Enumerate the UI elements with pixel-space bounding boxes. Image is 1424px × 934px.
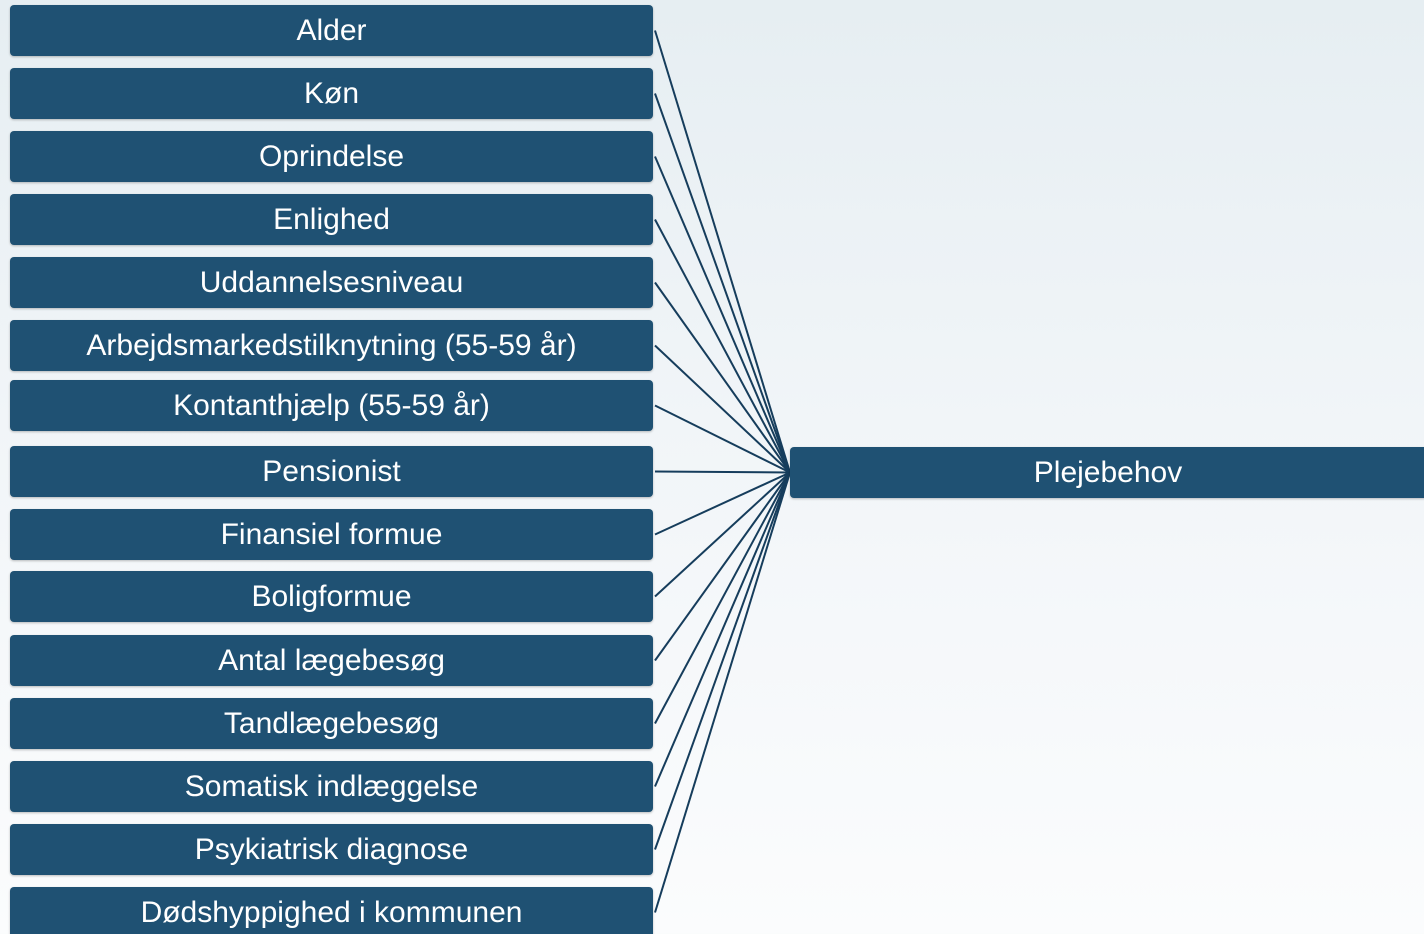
connector-line [655,473,790,535]
factor-label: Oprindelse [258,139,405,173]
factor-box-somatisk-indlaeggelse [10,761,653,812]
connector-line [655,473,790,913]
connector-line [655,220,790,473]
factor-box-doedshyppighed [10,887,653,934]
factor-box-alder [10,5,653,56]
factor-box-koen [10,68,653,119]
factor-box-kontanthjaelp [10,380,653,431]
factor-label: Køn [303,76,360,110]
connector-line [655,473,790,724]
factor-label: Somatisk indlæggelse [184,769,479,803]
factor-label: Finansiel formue [220,517,443,551]
factor-box-pensionist [10,446,653,497]
factor-box-boligformue [10,571,653,622]
factor-label: Boligformue [251,579,412,613]
factor-label: Psykiatrisk diagnose [194,832,469,866]
factor-box-uddannelsesniveau [10,257,653,308]
factor-label: Arbejdsmarkedstilknytning (55-59 år) [86,328,577,362]
connector-line [655,473,790,787]
factor-box-oprindelse [10,131,653,182]
connector-line [655,157,790,473]
factor-label: Antal lægebesøg [218,643,445,677]
factor-box-enlighed [10,194,653,245]
factor-label: Tandlægebesøg [223,706,440,740]
connector-line [655,283,790,473]
factor-label: Alder [296,13,367,47]
target-box-plejebehov [790,447,1424,498]
connector-line [655,473,790,597]
factor-box-arbejdsmarkedstilknytning [10,320,653,371]
factor-label: Pensionist [262,454,401,488]
factor-box-tandlaegebesoeg [10,698,653,749]
factor-box-finansiel-formue [10,509,653,560]
factor-label: Uddannelsesniveau [199,265,464,299]
factor-label: Dødshyppighed i kommunen [140,895,523,929]
target-label: Plejebehov [1033,455,1183,489]
factor-box-antal-laegebesoeg [10,635,653,686]
factor-box-psykiatrisk-diagnose [10,824,653,875]
connector-line [655,472,790,473]
connector-line [655,473,790,661]
factor-label: Kontanthjælp (55-59 år) [173,388,490,422]
factor-label: Enlighed [273,202,390,236]
connector-line [655,473,790,850]
connector-line [655,31,790,473]
